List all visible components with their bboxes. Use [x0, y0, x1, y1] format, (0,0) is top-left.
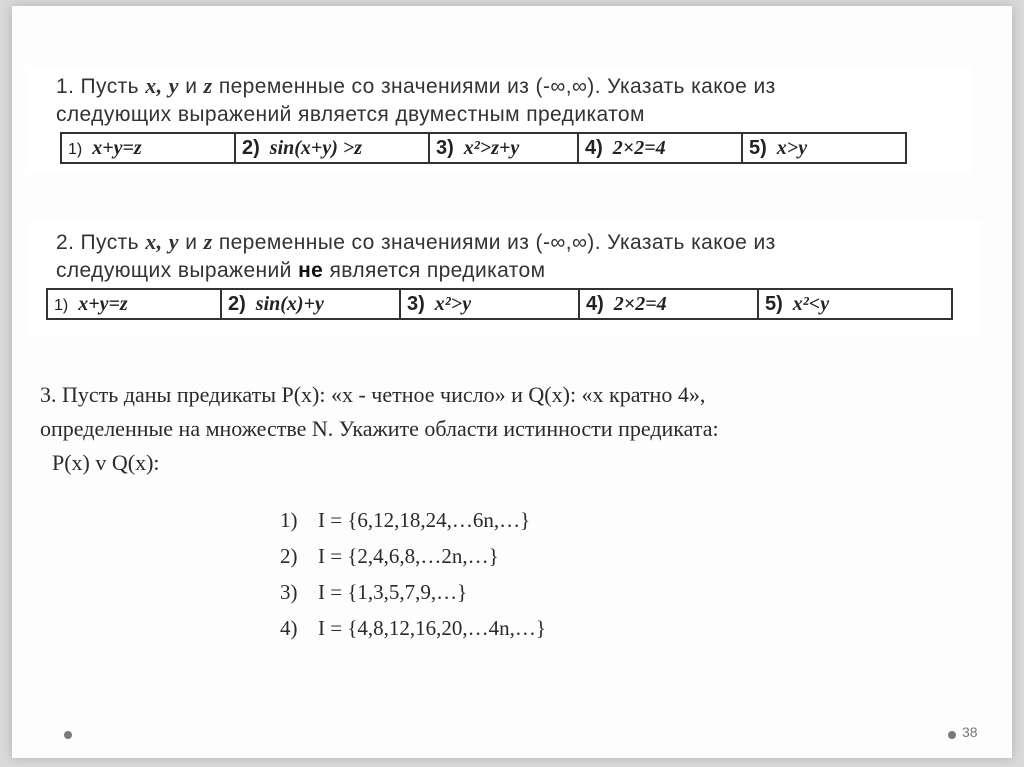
answer-expression: sin(x+y) >z: [269, 136, 363, 159]
option-number: 4): [280, 616, 298, 640]
option-number: 3): [280, 580, 298, 604]
question-3-line-2: определенные на множестве N. Укажите области истинности предиката:: [40, 416, 719, 441]
question-2-line-1-end: переменные со значениями из (-∞,∞). Указать какое из: [218, 231, 776, 254]
answer-number: 1): [68, 140, 83, 158]
question-2-prefix: 2. Пусть: [56, 231, 139, 254]
question-2-line-2: [56, 257, 982, 285]
answer-number: 2): [228, 292, 246, 315]
answer-expression: 2×2=4: [613, 292, 667, 315]
question-1-line-1: [56, 72, 973, 101]
option-item[interactable]: [280, 610, 546, 646]
answer-expression: x+y=z: [92, 136, 142, 159]
answer-number: 2): [242, 136, 260, 159]
answer-cell[interactable]: [400, 289, 579, 319]
option-item[interactable]: [280, 574, 546, 610]
question-2-negation: не: [298, 259, 324, 282]
page-number: 38: [962, 724, 978, 740]
answer-expression: 2×2=4: [612, 136, 666, 159]
answer-expression: x²<y: [792, 292, 830, 315]
answer-expression: x>y: [776, 136, 808, 159]
question-1-image: [26, 66, 973, 174]
answer-cell[interactable]: [579, 289, 758, 319]
answer-number: 1): [54, 296, 69, 314]
answer-expression: sin(x)+y: [255, 292, 324, 315]
slide-dot-left: [64, 731, 72, 739]
answer-number: 5): [765, 292, 783, 315]
question-2-var-y: y: [168, 229, 179, 254]
option-number: 2): [280, 544, 298, 568]
question-2-var-z: z: [203, 229, 213, 254]
option-text: I = {4,8,12,16,20,…4n,…}: [318, 616, 546, 640]
answer-cell[interactable]: [61, 133, 235, 163]
question-1-line-1-end: переменные со значениями из (-∞,∞). Указать какое из: [218, 75, 776, 98]
slide-dot-right: [948, 731, 956, 739]
answer-cell[interactable]: [758, 289, 952, 319]
question-1-answer-table: [60, 132, 907, 164]
option-number: 1): [280, 508, 298, 532]
question-3-line-1: 3. Пусть даны предикаты P(x): «x - четное число» и Q(x): «x кратно 4»,: [40, 382, 706, 407]
question-1-var-z: z: [203, 73, 213, 98]
answer-number: 4): [586, 292, 604, 315]
question-2-text: [28, 220, 982, 285]
question-1-prefix: 1. Пусть: [56, 75, 139, 98]
question-1-var-x: x,: [145, 73, 163, 98]
question-3: [40, 378, 970, 480]
question-2-image: [28, 220, 982, 336]
answer-cell[interactable]: [221, 289, 400, 319]
question-2-line-1: [56, 228, 982, 257]
answer-number: 4): [585, 136, 603, 159]
question-2-and: и: [185, 231, 198, 254]
option-text: I = {1,3,5,7,9,…}: [318, 580, 468, 604]
answer-cell[interactable]: [47, 289, 221, 319]
option-item[interactable]: [280, 502, 546, 538]
question-1-var-y: y: [168, 73, 179, 98]
question-2-answer-table: [46, 288, 953, 320]
question-2-line-2-end: является предикатом: [329, 259, 546, 282]
option-text: I = {6,12,18,24,…6n,…}: [318, 508, 531, 532]
question-2-var-x: x,: [145, 229, 163, 254]
question-1-line-2: следующих выражений является двуместным предикатом: [56, 103, 645, 126]
option-item[interactable]: [280, 538, 546, 574]
answer-cell[interactable]: [235, 133, 429, 163]
question-1-text: [26, 66, 973, 129]
question-3-predicate: P(x) v Q(x):: [52, 450, 160, 475]
answer-number: 3): [436, 136, 454, 159]
answer-cell[interactable]: [742, 133, 906, 163]
question-1-and: и: [185, 75, 198, 98]
answer-cell[interactable]: [429, 133, 578, 163]
question-2-line-2-start: следующих выражений: [56, 259, 292, 282]
slide: [12, 6, 1012, 758]
answer-number: 5): [749, 136, 767, 159]
answer-number: 3): [407, 292, 425, 315]
answer-expression: x²>z+y: [463, 136, 520, 159]
option-text: I = {2,4,6,8,…2n,…}: [318, 544, 499, 568]
answer-expression: x+y=z: [78, 292, 128, 315]
question-3-options: [280, 502, 546, 646]
answer-expression: x²>y: [434, 292, 472, 315]
answer-cell[interactable]: [578, 133, 742, 163]
